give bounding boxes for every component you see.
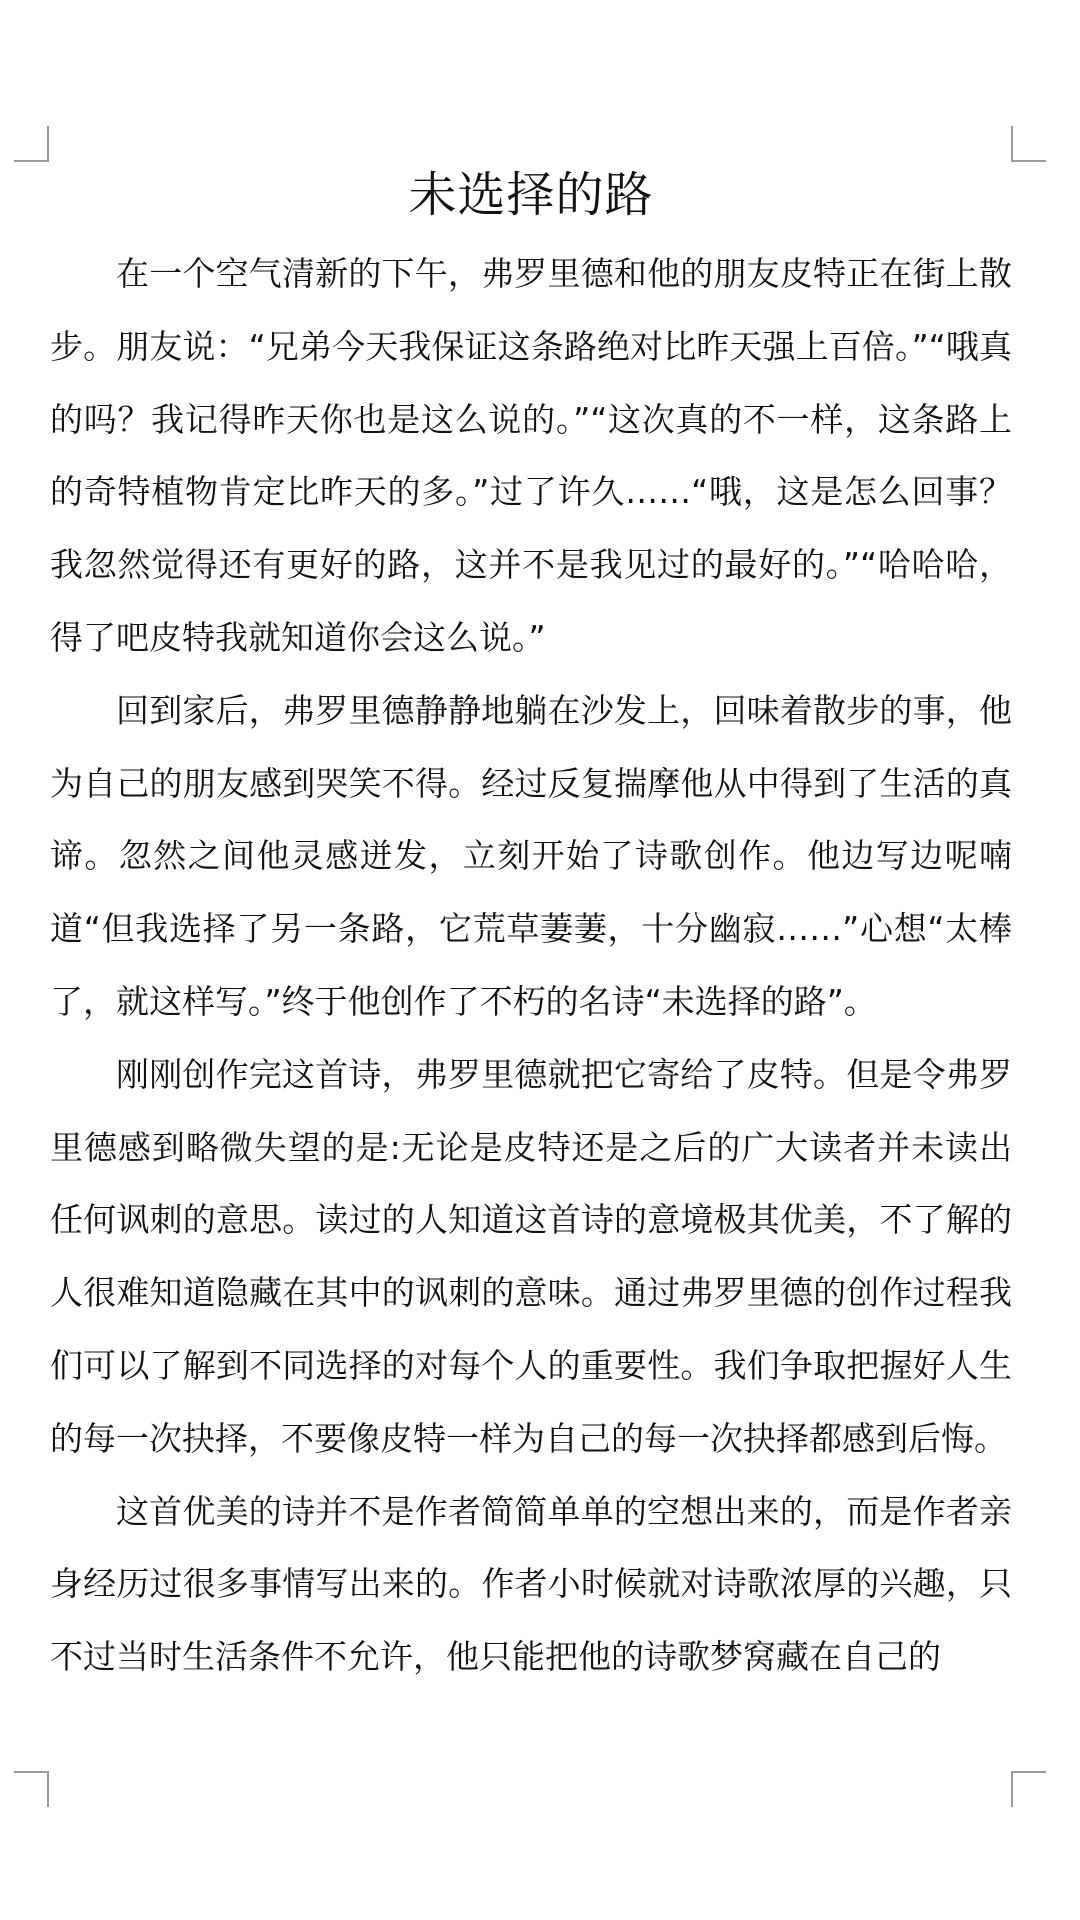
top-right-margin-mark <box>1011 126 1046 162</box>
paragraph-2: 回到家后，弗罗里德静静地躺在沙发上，回味着散步的事，他为自己的朋友感到哭笑不得。经过反复揣摩他从中得到了生活的真谛。忽然之间他灵感迸发，立刻开始了诗歌创作。他边写边呢喃道“但我选择了另一条路，它荒草萋萋，十分幽寂……”心想“太棒了，就这样写。”终于他创作了不朽的名诗“未选择的路”。 <box>50 690 1012 1021</box>
top-left-margin-mark <box>14 126 49 162</box>
bottom-left-margin-mark <box>14 1771 49 1807</box>
paragraph-4: 这首优美的诗并不是作者简简单单的空想出来的，而是作者亲身经历过很多事情写出来的。作者小时候就对诗歌浓厚的兴趣，只不过当时生活条件不允许，他只能把他的诗歌梦窝藏在自己的 <box>50 1491 1012 1677</box>
document-body[interactable] <box>50 160 1012 1694</box>
document-title: 未选择的路 <box>408 167 654 223</box>
bottom-right-margin-mark <box>1011 1771 1046 1807</box>
paragraph-3: 刚刚创作完这首诗，弗罗里德就把它寄给了皮特。但是令弗罗里德感到略微失望的是:无论是皮特还是之后的广大读者并未读出任何讽刺的意思。读过的人知道这首诗的意境极其优美，不了解的人很难知道隐藏在其中的讽刺的意味。通过弗罗里德的创作过程我们可以了解到不同选择的对每个人的重要性。我们争取把握好人生的每一次抉择，不要像皮特一样为自己的每一次抉择都感到后悔。 <box>50 1054 1012 1458</box>
paragraph-1: 在一个空气清新的下午，弗罗里德和他的朋友皮特正在街上散步。朋友说：“兄弟今天我保证这条路绝对比昨天强上百倍。”“哦真的吗？我记得昨天你也是这么说的。”“这次真的不一样，这条路上的奇特植物肯定比昨天的多。”过了许久……“哦，这是怎么回事？我忽然觉得还有更好的路，这并不是我见过的最好的。”“哈哈哈，得了吧皮特我就知道你会这么说。” <box>50 254 1012 657</box>
